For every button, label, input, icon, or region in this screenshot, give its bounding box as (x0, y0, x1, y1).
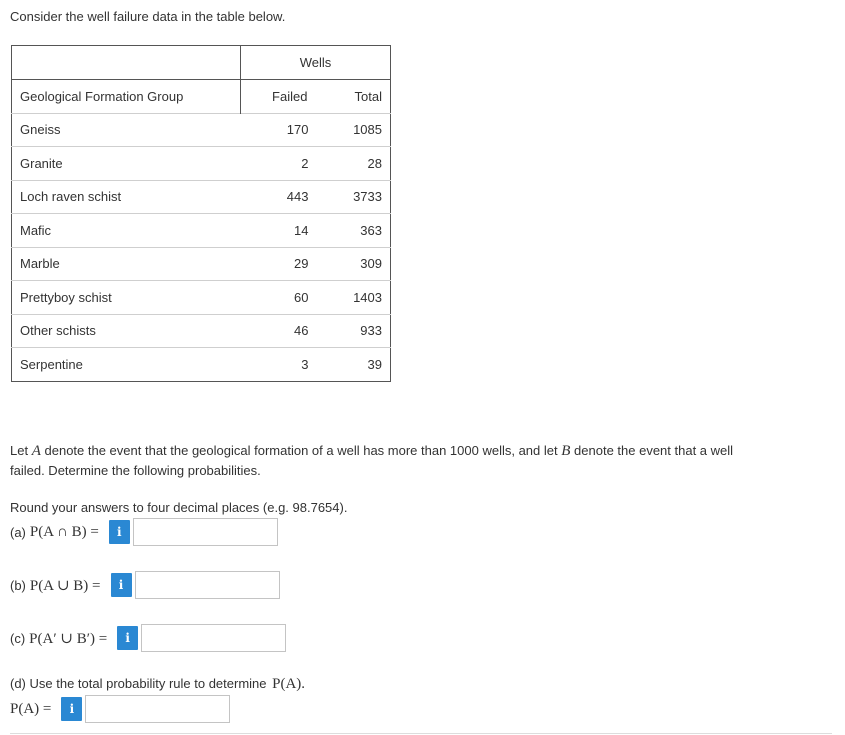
event-b-symbol: B (561, 443, 571, 459)
cell-total: 363 (339, 214, 391, 248)
cell-failed: 443 (241, 180, 339, 214)
table-row (12, 214, 391, 248)
cell-failed: 3 (241, 348, 339, 382)
col-header-total: Total (339, 80, 391, 114)
cell-total: 1403 (339, 281, 391, 315)
cell-group: Marble (12, 247, 241, 281)
info-icon[interactable]: i (109, 520, 130, 544)
cell-failed: 46 (241, 314, 339, 348)
info-icon[interactable]: i (61, 697, 82, 721)
table-row (12, 180, 391, 214)
question-d-expression: P(A) = (10, 700, 52, 717)
cell-group: Mafic (12, 214, 241, 248)
cell-total: 933 (339, 314, 391, 348)
table-row (12, 314, 391, 348)
table-group-header-row (12, 46, 391, 80)
divider (10, 733, 832, 734)
answer-c-input[interactable] (141, 624, 286, 652)
question-a-expression: P(A ∩ B) = (29, 523, 99, 540)
cell-failed: 29 (241, 247, 339, 281)
question-d-row (10, 695, 230, 723)
table-header-row (12, 80, 391, 114)
info-icon[interactable]: i (111, 573, 132, 597)
question-c-expression: P(A′ ∪ B′) = (29, 630, 108, 647)
cell-total: 1085 (339, 113, 391, 147)
cell-group: Gneiss (12, 113, 241, 147)
cell-failed: 60 (241, 281, 339, 315)
cell-total: 309 (339, 247, 391, 281)
cell-group: Loch raven schist (12, 180, 241, 214)
question-c-label: (c) (10, 630, 26, 646)
table-row (12, 147, 391, 181)
intro-text: Consider the well failure data in the table below. (10, 9, 286, 24)
cell-group: Prettyboy schist (12, 281, 241, 315)
cell-total: 28 (339, 147, 391, 181)
question-a-label: (a) (10, 524, 26, 540)
table-row (12, 281, 391, 315)
problem-statement: Let A denote the event that the geological formation of a well has more than 1000 wells, and let B denote the event that a well failed. Determine the following probabilities. (10, 443, 734, 478)
cell-failed: 14 (241, 214, 339, 248)
col-header-group: Geological Formation Group (12, 80, 241, 114)
cell-group: Serpentine (12, 348, 241, 382)
event-a-symbol: A (31, 443, 41, 459)
answer-d-input[interactable] (85, 695, 230, 723)
question-b-expression: P(A ∪ B) = (29, 577, 101, 594)
rounding-note: Round your answers to four decimal places (e.g. 98.7654). (10, 500, 348, 515)
table-row (12, 348, 391, 382)
question-b-row (10, 571, 280, 599)
question-b-label: (b) (10, 577, 26, 593)
question-d-text: (d) Use the total probability rule to determine P(A). (10, 676, 306, 692)
answer-b-input[interactable] (135, 571, 280, 599)
cell-total: 39 (339, 348, 391, 382)
well-failure-table (11, 45, 391, 382)
cell-failed: 2 (241, 147, 339, 181)
info-icon[interactable]: i (117, 626, 138, 650)
cell-group: Other schists (12, 314, 241, 348)
cell-total: 3733 (339, 180, 391, 214)
cell-failed: 170 (241, 113, 339, 147)
table-row (12, 247, 391, 281)
question-c-row (10, 624, 286, 652)
cell-group: Granite (12, 147, 241, 181)
col-header-failed: Failed (241, 80, 339, 114)
answer-a-input[interactable] (133, 518, 278, 546)
wells-group-header: Wells (241, 46, 391, 80)
table-row (12, 113, 391, 147)
question-a-row (10, 518, 278, 546)
